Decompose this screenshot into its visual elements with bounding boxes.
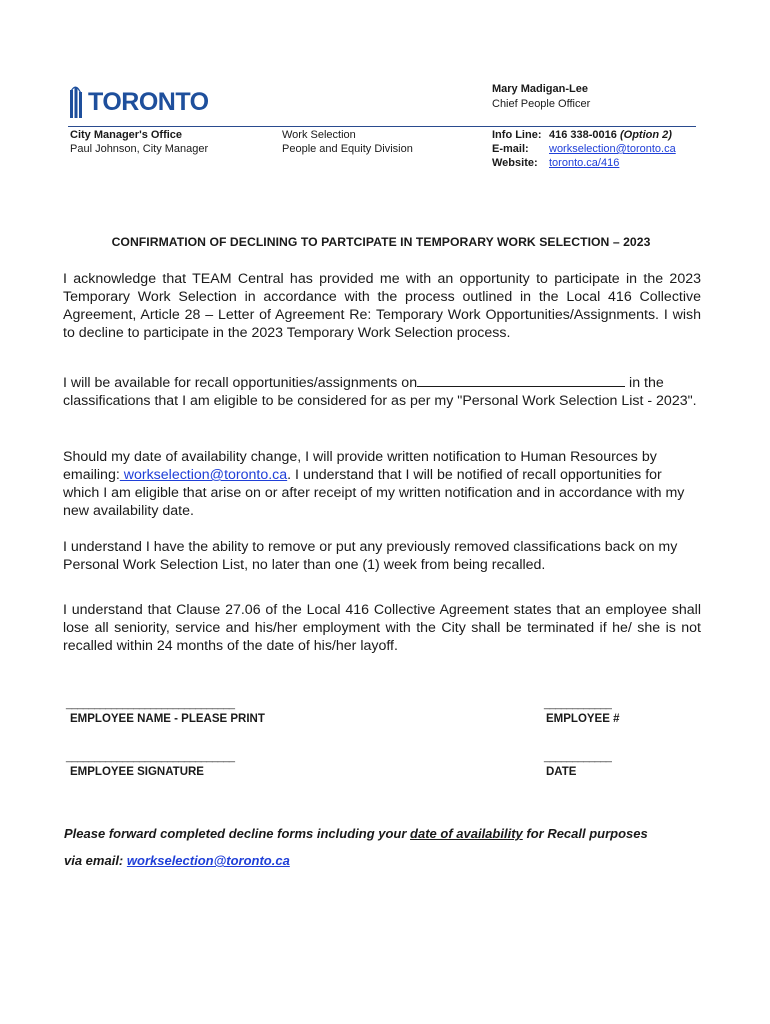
header-divider [68,126,696,127]
office-block [70,128,208,156]
paragraph-acknowledgement: I acknowledge that TEAM Central has provided me with an opportunity to participate in the 2023 Temporary Work Selection in accordance with the process outlined in the Local 416 Collective Agreement, Article 28 – Letter of Agreement Re: Temporary Work Opportunities/Assignments. I wish to decline to participate in the 2023 Temporary Work Selection process. [63,271,701,341]
employee-name-label: EMPLOYEE NAME - PLEASE PRINT [70,713,265,725]
availability-text-end: in the classifications that I am eligible to be considered for as per my "Personal Work Selection List - 2023". [63,375,697,409]
paragraph-notification [63,448,701,520]
date-line[interactable]: ____________ [544,751,612,763]
division-block [282,128,413,156]
info-line-row [492,128,676,142]
logo-wordmark: TORONTO [88,88,209,116]
date-label: DATE [546,766,577,778]
employee-name-line[interactable]: ______________________________ [66,698,235,710]
footer-note-mid: for Recall purposes [526,826,648,841]
paragraph-classifications: I understand I have the ability to remove or put any previously removed classifications back on my Personal Work Selection List, no later than one (1) week from being recalled. [63,539,678,573]
website-link[interactable]: toronto.ca/416 [549,157,620,169]
contact-block [492,128,676,170]
website-row [492,156,676,170]
document-title: CONFIRMATION OF DECLINING TO PARTCIPATE IN TEMPORARY WORK SELECTION – 2023 [111,235,651,249]
footer-note [64,820,714,874]
division-line-1: Work Selection [282,129,356,141]
info-line-phone: 416 338-0016 [549,129,617,141]
footer-note-emphasis: date of availability [410,826,523,841]
employee-number-line[interactable]: ____________ [544,698,612,710]
footer-note-via: via email: [64,853,124,868]
availability-date-blank[interactable] [417,374,625,387]
executive-name: Mary Madigan-Lee [492,83,588,95]
employee-number-label: EMPLOYEE # [546,713,620,725]
paragraph-clause: I understand that Clause 27.06 of the Local 416 Collective Agreement states that an employee shall lose all seniority, service and his/her employment with the City shall be terminated if he/ she is not recalled within 24 months of the date of his/her layoff. [63,602,701,654]
office-title: City Manager's Office [70,129,183,141]
executive-title: Chief People Officer [492,98,591,110]
email-row [492,142,676,156]
info-line-label: Info Line: [492,129,542,141]
email-link[interactable]: workselection@toronto.ca [549,143,676,155]
notification-text-end: . I understand that I will be notified of recall opportunities for which I am eligible that arise on or after receipt of my written notification and in accordance with my new availability date. [63,467,685,519]
info-line-option: (Option 2) [619,129,672,141]
employee-signature-label: EMPLOYEE SIGNATURE [70,766,204,778]
division-line-2: People and Equity Division [282,143,413,155]
notification-text-start: Should my date of availability change, I will provide written notification to Human Resources by emailing: [63,449,657,483]
website-label: Website: [492,157,538,169]
email-label: E-mail: [492,143,529,155]
footer-note-line-2 [64,847,714,874]
footer-note-start: Please forward completed decline forms including your [64,826,407,841]
employee-signature-line[interactable]: ______________________________ [66,751,235,763]
availability-text-start: I will be available for recall opportunities/assignments on [63,375,418,391]
footer-email-link[interactable]: workselection@toronto.ca [126,853,290,868]
notification-email-link[interactable]: workselection@toronto.ca [119,467,288,483]
paragraph-availability [63,374,701,410]
footer-note-line-1 [64,820,714,847]
office-person: Paul Johnson, City Manager [70,143,209,155]
